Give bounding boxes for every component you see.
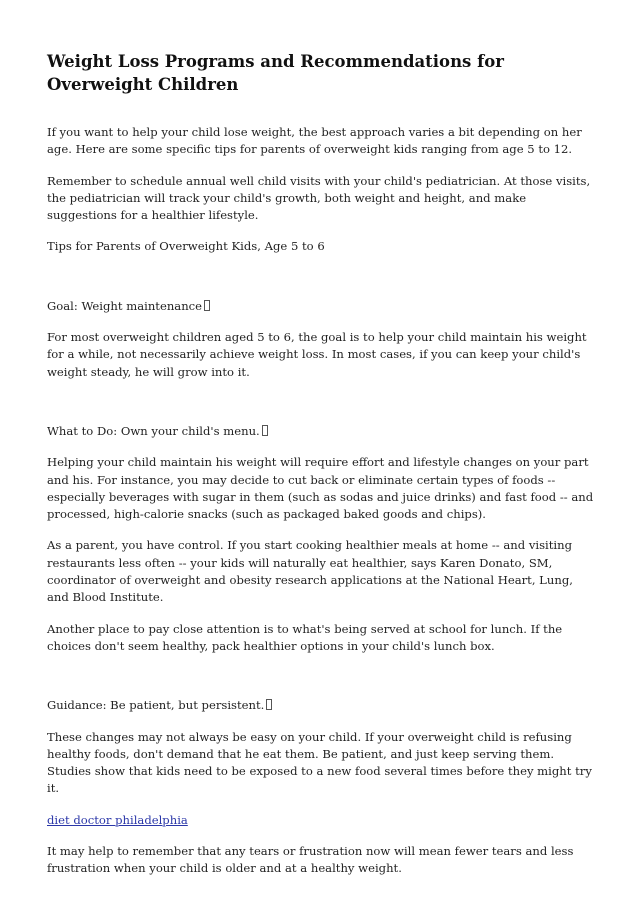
paragraph-whattodo: Helping your child maintain his weight will require effort and lifestyle changes on your part and his. For instance, you may decide to cut back or eliminate certain types of foods -- especially beverages with sugar in them (such as sodas and juice drinks) and fast food -- and processed, high-calorie snacks (such as packaged baked goods and chips). <box>47 455 594 522</box>
tips-heading: Tips for Parents of Overweight Kids, Age 5 to 6 <box>47 239 325 254</box>
paragraph-parent: As a parent, you have control. If you start cooking healthier meals at home -- and visiting restaurants less often -- your kids will naturally eat healthier, says Karen Donato, SM, coordinator of overweight and obesity research applications at the National Heart, Lung, and Blood Institute. <box>47 538 573 605</box>
link-line <box>47 812 594 829</box>
diet-doctor-link[interactable]: diet doctor philadelphia <box>47 812 188 827</box>
goal-heading <box>47 298 594 315</box>
guidance-heading-text: Guidance: Be patient, but persistent. <box>47 698 265 713</box>
paragraph-guidance: These changes may not always be easy on your child. If your overweight child is refusing healthy foods, don't demand that he eat them. Be patient, and just keep serving them. Studies show that kids need to be exposed to a new food several times before they might try it. <box>47 729 592 796</box>
paragraph-school: Another place to pay close attention is to what's being served at school for lunch. If the choices don't seem healthy, pack healthier options in your child's lunch box. <box>47 621 563 653</box>
paragraph-closing: It may help to remember that any tears or frustration now will mean fewer tears and less frustration when your child is older and at a healthy weight. <box>47 844 574 876</box>
missing-glyph-icon <box>204 300 210 311</box>
paragraph-schedule: Remember to schedule annual well child visits with your child's pediatrician. At those visits, the pediatrician will track your child's growth, both weight and height, and make suggestions for a healthier lifestyle. <box>47 173 591 223</box>
missing-glyph-icon <box>266 699 272 710</box>
whattodo-heading <box>47 423 594 440</box>
goal-heading-text: Goal: Weight maintenance <box>47 298 203 313</box>
document-title: Weight Loss Programs and Recommendations for Overweight Children <box>47 52 504 94</box>
whattodo-heading-text: What to Do: Own your child's menu. <box>47 423 260 438</box>
paragraph-intro: If you want to help your child lose weight, the best approach varies a bit depending on her age. Here are some specific tips for parents of overweight kids ranging from age 5 to 12. <box>47 125 582 157</box>
paragraph-goal: For most overweight children aged 5 to 6, the goal is to help your child maintain his weight for a while, not necessarily achieve weight loss. In most cases, if you can keep your child's weight steady, he will grow into it. <box>47 330 587 379</box>
missing-glyph-icon <box>262 425 268 436</box>
guidance-heading <box>47 697 594 714</box>
